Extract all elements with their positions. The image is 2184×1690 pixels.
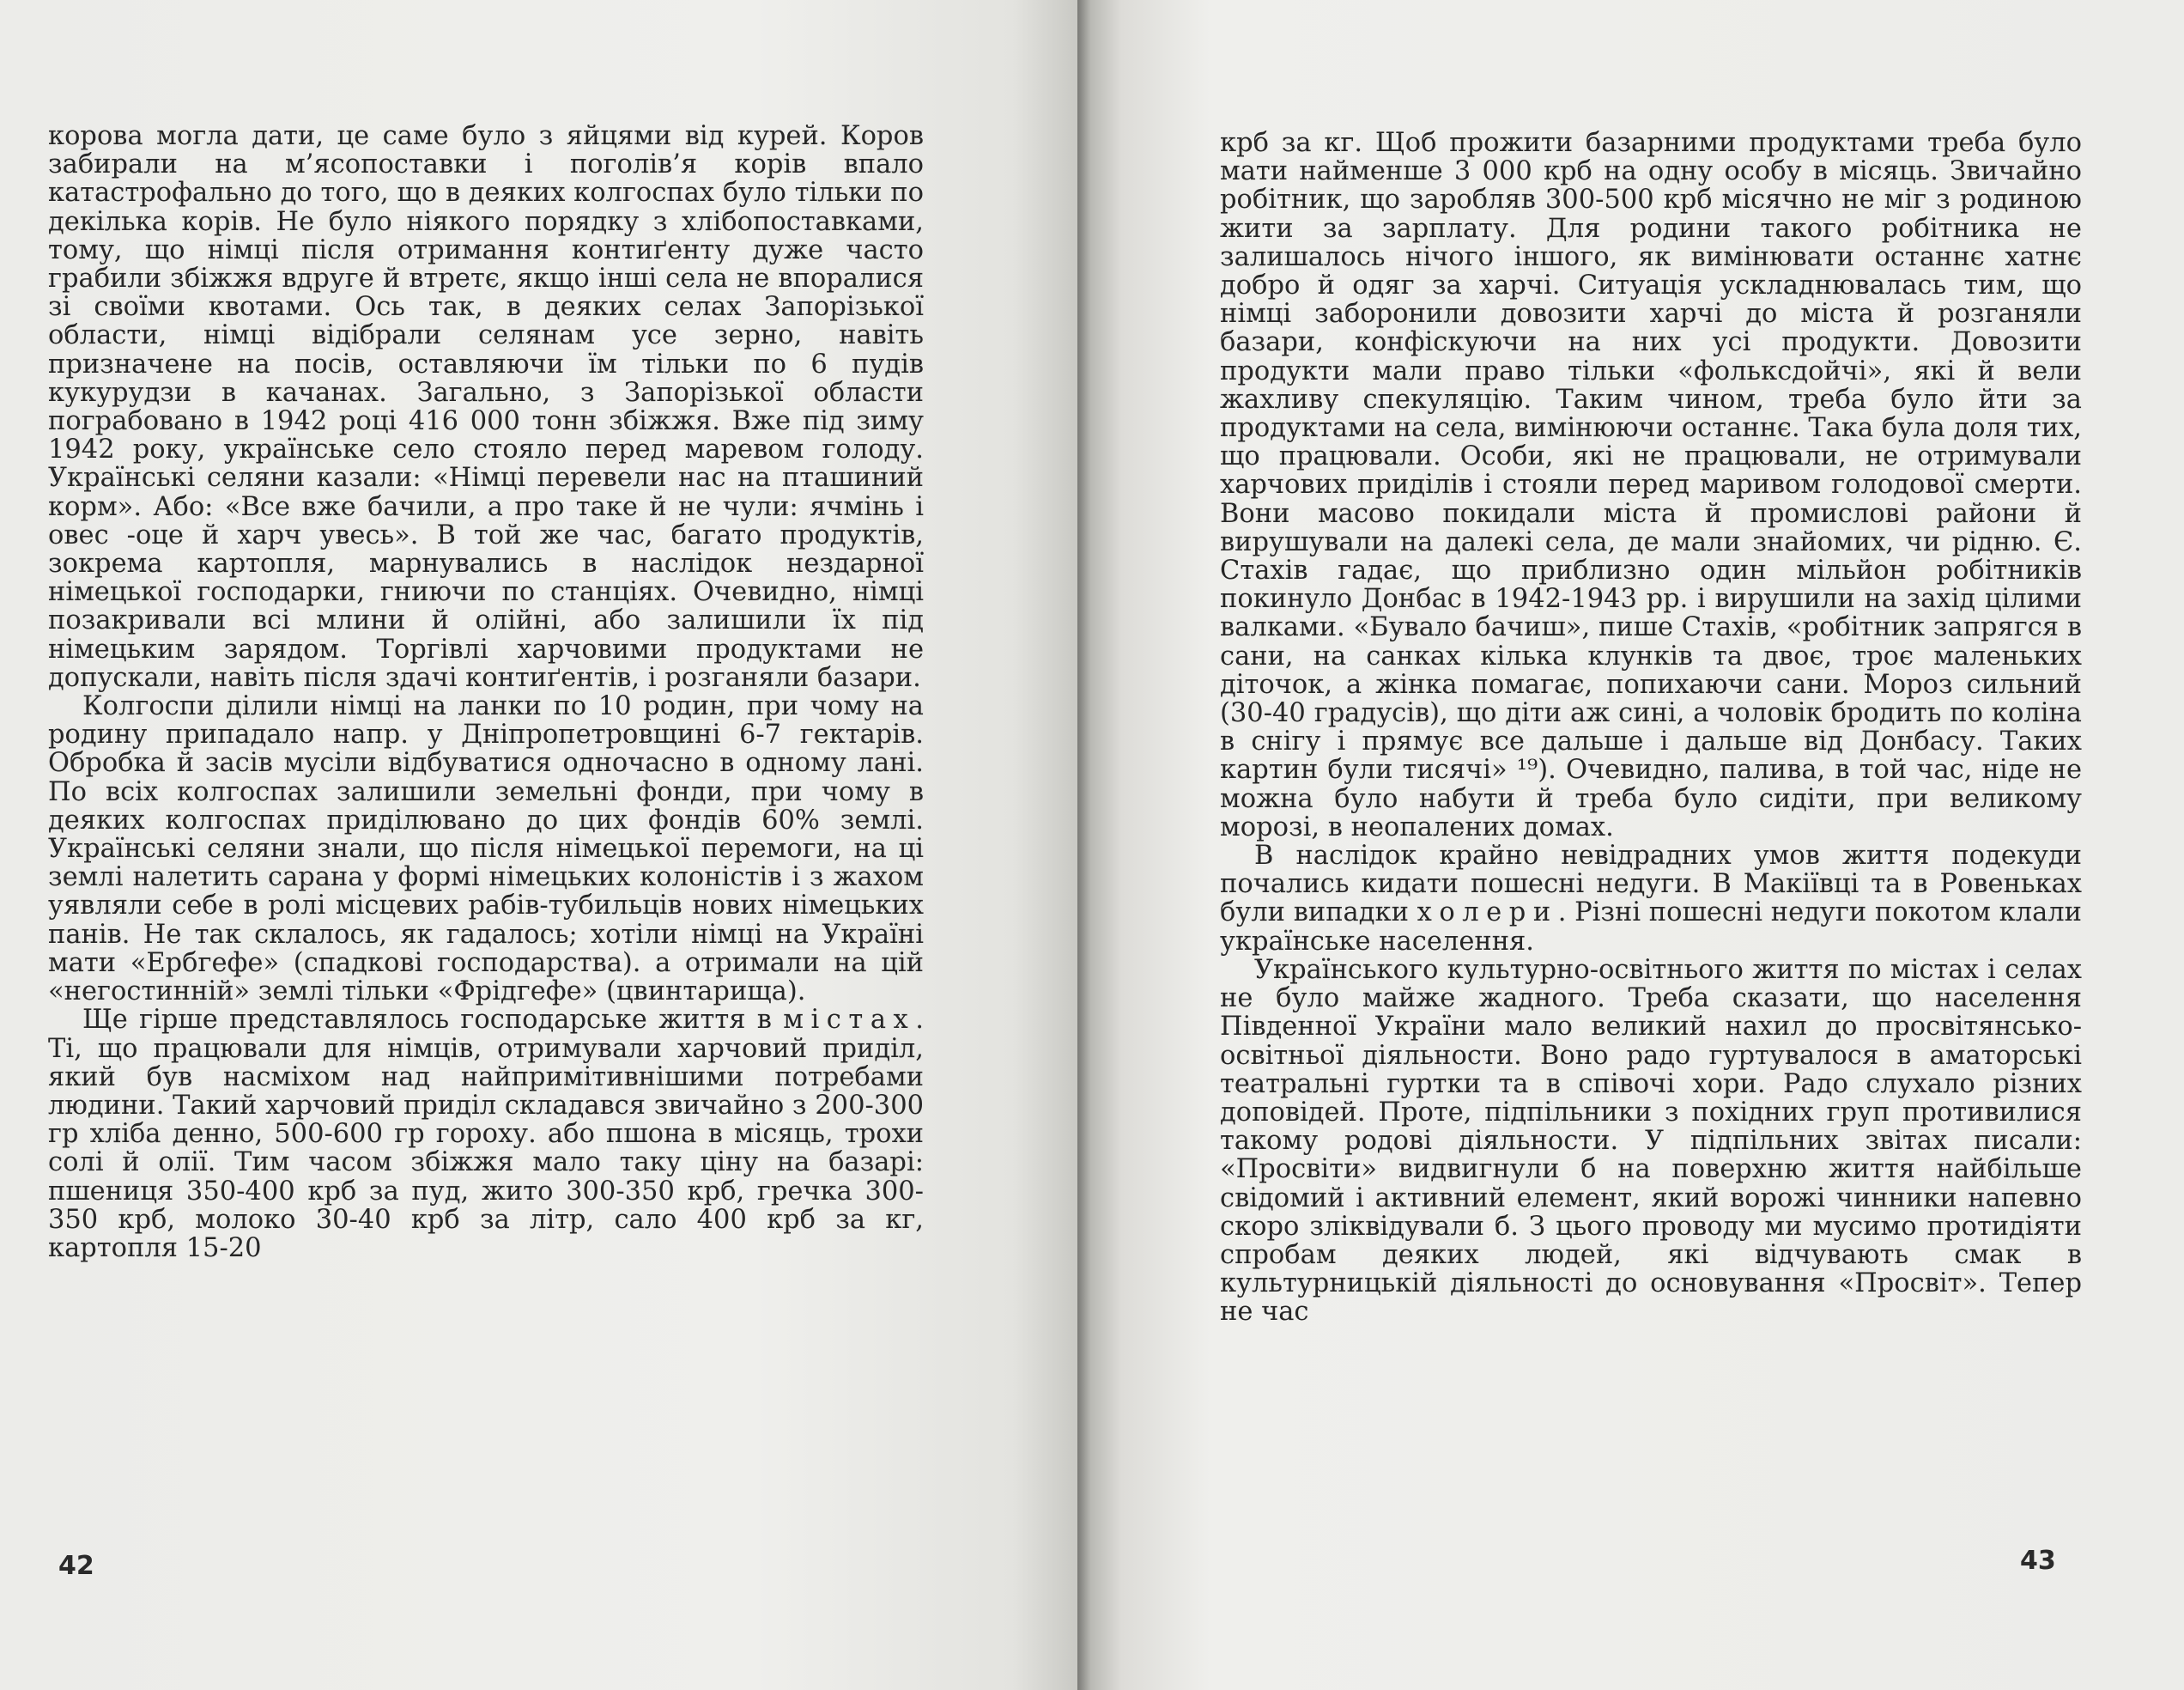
right-page-body — [1220, 129, 2082, 1327]
left-paragraph-2-text: Колгоспи ділили німці на ланки по 10 родин, при чому на родину припадало напр. у Дніпропетровщині 6-7 гектарів. Обробка й засів мусіли відбуватися одночасно в одному лані. По всіх колгоспах залишили земельні фонди, при чому в деяких колгоспах приділювано до цих фондів 60% землі. Українські селяни знали, що після німецької перемоги, на ці землі налетить сарана у формі німецьких колоністів і з жахом уявляли себе в ролі місцевих рабів-тубильців нових німецьких панів. Не так склалось, як гадалось; хотіли німці на Україні мати «Ербгефе» (спадкові господарства). а отримали на цій «негостинній» землі тільки «Фрідгефе» (цвинтарища). — [48, 691, 924, 1007]
left-paragraph-1 — [48, 122, 924, 692]
left-paragraph-3-text-a: Ще гірше представлялось господарське життя в — [82, 1005, 784, 1036]
right-paragraph-3-text: Українського культурно-освітнього життя по містах і селах не було майже жадного. Треба сказати, що населення Південної України мало великий нахил до просвітянсько-освітньої діяльности. Воно радо гуртувалося в аматорські театральні гуртки та в співочі хори. Радо слухало різних доповідей. Проте, підпільники з похідних груп противилися такому родові діяльности. У підпільних звітах писали: «Просвіти» видвигнули б на поверхню життя найбільше свідомий і активний елемент, який ворожі чинники напевно скоро зліквідували б. З цього проводу ми мусимо протидіяти спробам деяких людей, які відчувають смак в культурницькій діяльності до основування «Просвіт». Тепер не час — [1220, 954, 2082, 1328]
left-page — [0, 0, 1077, 1690]
right-paragraph-2 — [1220, 842, 2082, 956]
emphasis-mistakh: містах — [783, 1005, 916, 1036]
left-paragraph-2 — [48, 692, 924, 1006]
left-paragraph-3 — [48, 1006, 924, 1262]
right-paragraph-2-text-b: . Різні пошесні недуги покотом клали українське населення. — [1220, 897, 2082, 957]
left-page-body — [48, 122, 924, 1262]
right-paragraph-1-text: крб за кг. Щоб прожити базарними продуктами треба було мати найменше 3 000 крб на одну особу в місяць. Звичайно робітник, що заробляв 300-500 крб місячно не міг з родиною жити за зарплату. Для родини такого робітника не залишалось нічого іншого, як вимінювати останнє хатнє добро й одяг за харчі. Ситуація ускладнювалась тим, що німці заборонили довозити харчі до міста й розганяли базари, конфіскуючи на них усі продукти. Довозити продукти мали право тільки «фольксдойчі», які й вели жахливу спекуляцію. Таким чином, треба було йти за продуктами на села, вимінюючи останнє. Така була доля тих, що працювали. Особи, які не працювали, не отримували харчових приділів і стояли перед маривом голодової смерти. Вони масово покидали міста й промислові райони й вирушували на далекі села, де мали знайомих, чи рідню. Є. Стахів гадає, що приблизно один мільйон робітників покинуло Донбас в 1942-1943 рр. і вирушили на захід цілими валками. «Бувало бачиш», пише Стахів, «робітник запрягся в сани, на санках кілька клунків та двоє, троє маленьких діточок, а жінка помагає, попихаючи сани. Мороз сильний (30-40 градусів), що діти аж сині, а чоловік бродить по коліна в снігу і прямує все дальше і дальше від Донбасу. Таких картин були тисячі» ¹⁹). Очевидно, палива, в той час, ніде не можна було набути й треба було сидіти, при великому морозі, в неопалених домах. — [1220, 128, 2082, 842]
right-page — [1077, 0, 2184, 1690]
left-paragraph-3-text-b: . Ті, що працювали для німців, отримували харчовий приділ, який був насміхом над найпримітивнішими потребами людини. Такий харчовий приділ складався звичайно з 200-300 гр хліба денно, 500-600 гр гороху. або пшона в місяць, трохи солі й олії. Тим часом збіжжя мало таку ціну на базарі: пшениця 350-400 крб за пуд, жито 300-350 крб, гречка 300-350 крб, молоко 30-40 крб за літр, сало 400 крб за кг, картопля 15-20 — [48, 1005, 924, 1263]
emphasis-kholery: холери — [1417, 897, 1558, 928]
right-paragraph-3 — [1220, 956, 2082, 1327]
left-paragraph-1-text: корова могла дати, це саме було з яйцями від курей. Коров забирали на м’ясопоставки і поголів’я корів впало катастрофально до того, що в деяких колгоспах було тільки по декілька корів. Не було ніякого порядку з хлібопоставками, тому, що німці після отримання контиґенту дуже часто грабили збіжжя вдруге й втретє, якщо інші села не впоралися зі своїми квотами. Ось так, в деяких селах Запорізької области, німці відібрали селянам усе зерно, навіть призначене на посів, оставляючи їм тільки по 6 пудів кукурудзи в качанах. Загально, з Запорізької области пограбовано в 1942 році 416 000 тонн збіжжя. Вже під зиму 1942 року, українське село стояло перед маревом голоду. Українські селяни казали: «Німці перевели нас на пташиний корм». Або: «Все вже бачили, а про таке й не чули: ячмінь і овес -оце й харч увесь». В той же час, багато продуктів, зокрема картопля, марнувались в наслідок нездарної німецької господарки, гниючи по станціях. Очевидно, німці позакривали всі млини й олійні, або залишили їх під німецьким зарядом. Торгівлі харчовими продуктами не допускали, навіть після здачі контиґентів, і розганяли базари. — [48, 121, 924, 693]
page-number-left: 42 — [58, 1551, 94, 1581]
right-paragraph-1 — [1220, 129, 2082, 842]
right-paragraph-2-text-a: В наслідок крайно невідрадних умов життя подекуди почались кидати пошесні недуги. В Макіївці та в Ровеньках були випадки — [1220, 841, 2082, 928]
page-number-right: 43 — [2020, 1546, 2056, 1576]
